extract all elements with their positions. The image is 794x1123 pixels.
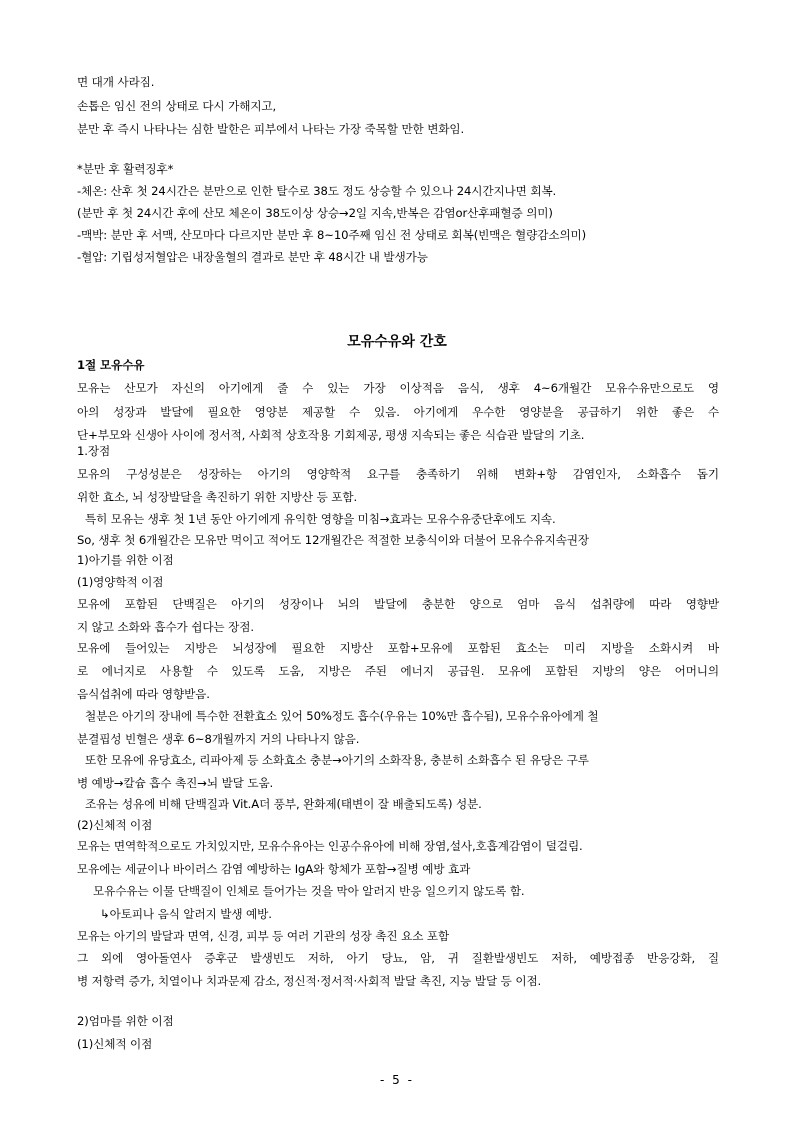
subsection-heading: (1)신체적 이점: [77, 1037, 153, 1051]
subsection-heading: 2)엄마를 위한 이점: [77, 1014, 174, 1028]
vitals-heading: *분만 후 활력징후*: [77, 162, 174, 176]
body-line: 병 저항력 증가, 치열이나 치과문제 감소, 정신적·정서적·사회적 발달 촉진, 지능 발달 등 이점.: [77, 974, 542, 988]
body-line: 음식섭취에 따라 영향받음.: [77, 687, 210, 701]
vitals-line: (분만 후 첫 24시간 후에 산모 체온이 38도이상 상승→2일 지속,반복은 감염or산후패혈증 의미): [77, 206, 553, 220]
intro-line: 손톱은 임신 전의 상태로 다시 가해지고,: [77, 99, 277, 113]
body-line: ↳아토피나 음식 알러지 발생 예방.: [100, 907, 272, 921]
subsection-heading: (1)영양학적 이점: [77, 575, 164, 589]
body-line: 위한 효소, 뇌 성장발달을 촉진하기 위한 지방산 등 포함.: [77, 490, 358, 504]
body-line: 모유는 아기의 발달과 면역, 신경, 피부 등 여러 기관의 성장 촉진 요소 포함: [77, 929, 450, 943]
section-heading: 1절 모유수유: [77, 358, 145, 372]
body-line: 모유에는 세균이나 바이러스 감염 예방하는 IgA와 항체가 포함→질병 예방 효과: [77, 862, 471, 876]
body-line: 지 않고 소화와 흡수가 쉽다는 장점.: [77, 620, 254, 634]
body-line: 모유수유는 이물 단백질이 인체로 들어가는 것을 막아 알러지 반응 일으키지 않도록 함.: [93, 884, 525, 898]
body-line: 단+부모와 신생아 사이에 정서적, 사회적 상호작용 기회제공, 평생 지속되는 좋은 식습관 발달의 기초.: [77, 428, 585, 442]
vitals-line: -맥박: 분만 후 서맥, 산모마다 다르지만 분만 후 8~10주째 임신 전 상태로 회복(빈맥은 혈량감소의미): [77, 228, 587, 242]
body-line: 그 외에 영아돌연사 증후군 발생빈도 저하, 아기 당뇨, 암, 귀 질환발생빈도 저하, 예방접종 반응강화, 질: [77, 951, 719, 965]
body-line: 조유는 성유에 비해 단백질과 Vit.A더 풍부, 완화제(태변이 잘 배출되도록) 성분.: [85, 797, 482, 811]
body-line: 아의 성장과 발달에 필요한 영양분 제공할 수 있음. 아기에게 우수한 영양분을 공급하기 위한 좋은 수: [77, 405, 719, 419]
intro-line: 분만 후 즉시 나타나는 심한 발한은 피부에서 나타는 가장 죽목할 만한 변화임.: [77, 122, 465, 136]
body-line: 모유에 포함된 단백질은 아기의 성장이나 뇌의 발달에 충분한 양으로 엄마 음식 섭취량에 따라 영향받: [77, 597, 719, 611]
page-number: - 5 -: [380, 1073, 414, 1087]
body-line: 병 예방→칼슘 흡수 촉진→뇌 발달 도움.: [77, 776, 274, 790]
body-line: 분결핍성 빈혈은 생후 6~8개월까지 거의 나타나지 않음.: [77, 732, 360, 746]
body-line: 철분은 아기의 장내에 특수한 전환효소 있어 50%정도 흡수(우유는 10%만 흡수됨), 모유수유아에게 철: [85, 709, 599, 723]
body-line: 모유는 면역학적으로도 가치있지만, 모유수유아는 인공수유아에 비해 장염,설사,호흡계감염이 덜걸림.: [77, 839, 583, 853]
chapter-title: 모유수유와 간호: [347, 334, 447, 350]
subsection-heading: 1.장점: [77, 444, 111, 458]
vitals-line: -체온: 산후 첫 24시간은 분만으로 인한 탈수로 38도 정도 상승할 수 있으나 24시간지나면 회복.: [77, 184, 557, 198]
vitals-line: -혈압: 기립성저혈압은 내장울혈의 결과로 분만 후 48시간 내 발생가능: [77, 250, 428, 264]
subsection-heading: 1)아기를 위한 이점: [77, 553, 174, 567]
subsection-heading: (2)신체적 이점: [77, 818, 153, 832]
body-line: So, 생후 첫 6개월간은 모유만 먹이고 적어도 12개월간은 적절한 보충식이와 더불어 모유수유지속권장: [77, 533, 589, 547]
intro-line: 면 대개 사라짐.: [77, 75, 155, 89]
body-line: 모유의 구성성분은 성장하는 아기의 영양학적 요구를 충족하기 위해 변화+항 감염인자, 소화흡수 돕기: [77, 467, 719, 481]
body-line: 모유는 산모가 자신의 아기에게 줄 수 있는 가장 이상적음 음식, 생후 4~6개월간 모유수유만으로도 영: [77, 381, 719, 395]
body-line: 로 에너지로 사용할 수 있도록 도움, 지방은 주된 에너지 공급원. 모유에 포함된 지방의 양은 어머니의: [77, 664, 719, 678]
body-line: 특히 모유는 생후 첫 1년 동안 아기에게 유익한 영향을 미침→효과는 모유수유중단후에도 지속.: [85, 512, 556, 526]
body-line: 또한 모유에 유당효소, 리파아제 등 소화효소 충분→아기의 소화작용, 충분히 소화흡수 된 유당은 구루: [85, 753, 589, 767]
body-line: 모유에 들어있는 지방은 뇌성장에 필요한 지방산 포함+모유에 포함된 효소는 미리 지방을 소화시켜 바: [77, 641, 719, 655]
